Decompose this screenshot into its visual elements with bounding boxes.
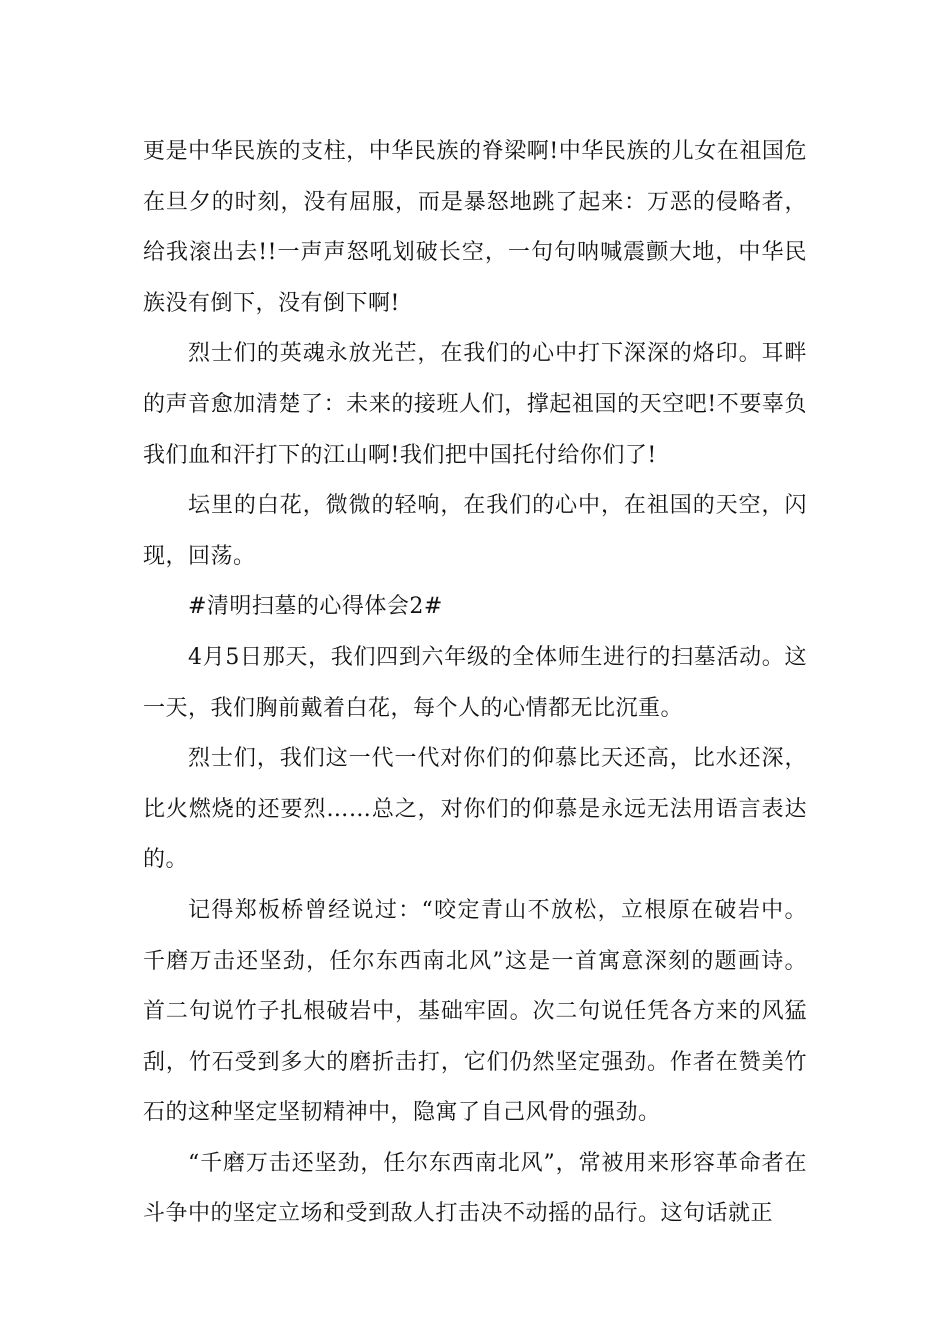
paragraph-2: 烈士们的英魂永放光芒，在我们的心中打下深深的烙印。耳畔的声音愈加清楚了：未来的接班人们，撑起祖国的天空吧!不要辜负我们血和汗打下的江山啊!我们把中国托付给你们了!: [143, 341, 807, 468]
section-heading: #清明扫墓的心得体会2#: [188, 594, 443, 620]
paragraph-3: 坛里的白花，微微的轻响，在我们的心中，在祖国的天空，闪现，回荡。: [143, 493, 807, 569]
paragraph-7: “千磨万击还坚劲，任尔东西南北风”，常被用来形容革命者在斗争中的坚定立场和受到敌人打击决不动摇的品行。这句话就正: [143, 1150, 807, 1227]
paragraph-1: 更是中华民族的支柱，中华民族的脊梁啊!中华民族的儿女在祖国危在旦夕的时刻，没有屈服，而是暴怒地跳了起来：万恶的侵略者，给我滚出去!!一声声怒吼划破长空，一句句呐喊震颤大地，中华民族没有倒下，没有倒下啊!: [143, 139, 807, 316]
paragraph-4: 4月5日那天，我们四到六年级的全体师生进行的扫墓活动。这一天，我们胸前戴着白花，每个人的心情都无比沉重。: [143, 644, 807, 721]
paragraph-6: 记得郑板桥曾经说过：“咬定青山不放松，立根原在破岩中。千磨万击还坚劲，任尔东西南北风”这是一首寓意深刻的题画诗。首二句说竹子扎根破岩中，基础牢固。次二句说任凭各方来的风猛刮，竹石受到多大的磨折击打，它们仍然坚定强劲。作者在赞美竹石的这种坚定坚韧精神中，隐寓了自己风骨的强劲。: [143, 897, 807, 1126]
document-body: [143, 127, 807, 1240]
paragraph-5: 烈士们，我们这一代一代对你们的仰慕比天还高，比水还深，比火燃烧的还要烈……总之，对你们的仰慕是永远无法用语言表达的。: [143, 746, 807, 873]
